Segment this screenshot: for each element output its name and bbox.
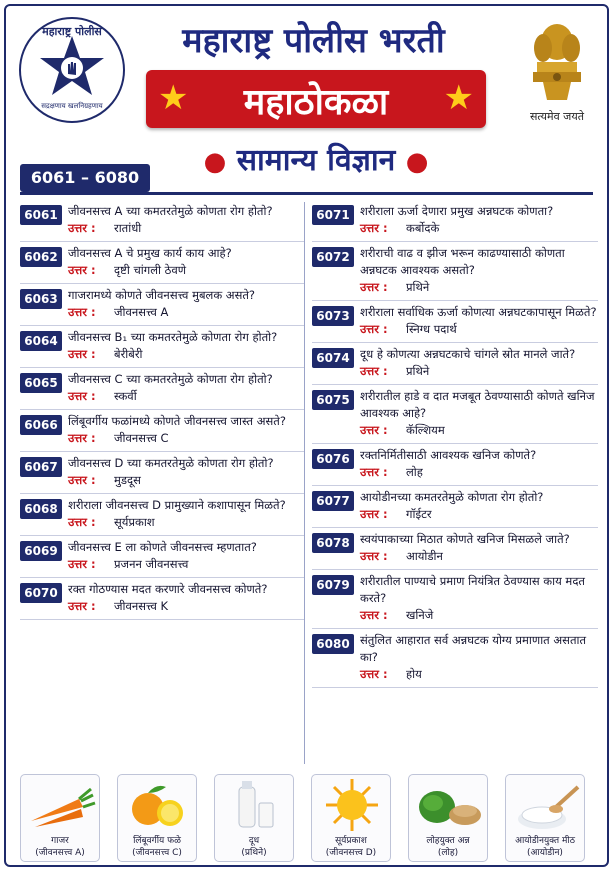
food-tile-caption xyxy=(21,835,99,859)
answer-text: मुडदूस xyxy=(114,473,141,487)
answer-line xyxy=(360,220,598,237)
food-tile-name: दूध xyxy=(248,836,260,846)
question-text: शरीराला ऊर्जा देणारा प्रमुख अन्नघटक कोणता? xyxy=(360,204,554,218)
question-number: 6067 xyxy=(20,457,62,477)
answer-text: कॅल्शियम xyxy=(406,423,445,437)
question-item xyxy=(312,343,598,385)
emblem-motto: सत्यमेव जयते xyxy=(529,110,584,123)
food-tile-caption xyxy=(409,835,487,859)
question-item xyxy=(20,284,304,326)
answer-label: उत्तर : xyxy=(360,280,388,294)
answer-text: बेरीबेरी xyxy=(114,347,143,361)
lion-capital-icon xyxy=(517,14,597,104)
header-divider xyxy=(20,192,593,195)
answer-text: जीवनसत्त्व C xyxy=(114,431,169,445)
answer-line xyxy=(68,220,304,237)
question-item xyxy=(20,242,304,284)
answer-line xyxy=(68,388,304,405)
question-number: 6065 xyxy=(20,373,62,393)
question-item xyxy=(20,326,304,368)
answer-line xyxy=(360,422,598,439)
answer-text: आयोडीन xyxy=(406,549,443,563)
answer-text: दृष्टी चांगली ठेवणे xyxy=(114,263,187,277)
answer-label: उत्तर : xyxy=(68,515,96,529)
question-text: रक्त गोठण्यास मदत करणारे जीवनसत्त्व कोणते? xyxy=(68,582,268,596)
question-text: शरीरातील पाण्याचे प्रमाण नियंत्रित ठेवण्यास काय मदत करते? xyxy=(360,574,585,605)
question-item xyxy=(20,536,304,578)
question-text: रक्तनिर्मितीसाठी आवश्यक खनिज कोणते? xyxy=(360,448,537,462)
answer-label: उत्तर : xyxy=(68,557,96,571)
poster xyxy=(4,4,609,867)
question-number: 6078 xyxy=(312,533,354,553)
answer-text: स्निग्ध पदार्थ xyxy=(406,322,457,336)
answer-text: प्रथिने xyxy=(406,280,430,294)
answer-text: जीवनसत्त्व K xyxy=(114,599,169,613)
question-item xyxy=(312,200,598,242)
answer-line xyxy=(68,262,304,279)
question-number: 6072 xyxy=(312,247,354,267)
answer-line xyxy=(360,363,598,380)
food-tile xyxy=(311,774,391,862)
answer-label: उत्तर : xyxy=(360,549,388,563)
answer-line xyxy=(68,346,304,363)
question-number: 6080 xyxy=(312,634,354,654)
question-text: शरीराची वाढ व झीज भरून काढण्यासाठी कोणता अन्नघटक आवश्यक असतो? xyxy=(360,246,565,277)
food-tile-name: आयोडीनयुक्त मीठ xyxy=(515,836,575,846)
bullet-icon: ● xyxy=(203,147,227,177)
answer-label: उत्तर : xyxy=(360,465,388,479)
bullet-icon: ● xyxy=(405,147,429,177)
food-tile xyxy=(214,774,294,862)
column-divider xyxy=(304,202,305,764)
answer-label: उत्तर : xyxy=(360,221,388,235)
question-item xyxy=(312,486,598,528)
food-tile-nutrient: (जीवनसत्त्व A) xyxy=(35,848,85,858)
answer-line xyxy=(68,556,304,573)
answer-label: उत्तर : xyxy=(68,431,96,445)
answer-text: जीवनसत्त्व A xyxy=(114,305,169,319)
food-tile xyxy=(408,774,488,862)
food-tiles xyxy=(20,774,598,864)
food-tile-name: लोहयुक्त अन्न xyxy=(426,836,470,846)
answer-label: उत्तर : xyxy=(68,473,96,487)
food-tile-nutrient: (जीवनसत्त्व C) xyxy=(132,848,182,858)
national-emblem xyxy=(517,14,597,124)
question-text: शरीरातील हाडे व दात मजबूत ठेवण्यासाठी कोणते खनिज आवश्यक आहे? xyxy=(360,389,595,420)
question-item xyxy=(312,301,598,343)
answer-line xyxy=(68,514,304,531)
question-item xyxy=(312,570,598,629)
question-number: 6073 xyxy=(312,306,354,326)
food-tile xyxy=(20,774,100,862)
question-number: 6070 xyxy=(20,583,62,603)
answer-line xyxy=(360,464,598,481)
title-banner xyxy=(146,70,486,128)
question-text: संतुलित आहारात सर्व अन्नघटक योग्य प्रमाणात असतात का? xyxy=(360,633,587,664)
food-tile-caption xyxy=(312,835,390,859)
question-number: 6064 xyxy=(20,331,62,351)
food-tile-name: सूर्यप्रकाश xyxy=(335,836,367,846)
food-tile-caption xyxy=(506,835,584,859)
question-text: स्वयंपाकाच्या मिठात कोणते खनिज मिसळले जाते? xyxy=(360,532,570,546)
question-number: 6071 xyxy=(312,205,354,225)
question-item xyxy=(312,528,598,570)
question-text: जीवनसत्त्व C च्या कमतरतेमुळे कोणता रोग होतो? xyxy=(68,372,273,386)
subtitle xyxy=(156,138,476,179)
food-tile-caption xyxy=(215,835,293,859)
answer-line xyxy=(68,304,304,321)
question-item xyxy=(20,410,304,452)
answer-label: उत्तर : xyxy=(68,221,96,235)
answer-line xyxy=(360,548,598,565)
question-text: जीवनसत्त्व A चे प्रमुख कार्य काय आहे? xyxy=(68,246,232,260)
answer-label: उत्तर : xyxy=(360,322,388,336)
question-number: 6076 xyxy=(312,449,354,469)
question-item xyxy=(312,444,598,486)
question-number: 6074 xyxy=(312,348,354,368)
answer-text: प्रजनन जीवनसत्त्व xyxy=(114,557,189,571)
answer-line xyxy=(360,321,598,338)
question-item xyxy=(20,452,304,494)
right-column xyxy=(312,200,598,688)
answer-label: उत्तर : xyxy=(68,263,96,277)
answer-text: गॉईटर xyxy=(406,507,432,521)
question-text: शरीराला सर्वाधिक ऊर्जा कोणत्या अन्नघटकापासून मिळते? xyxy=(360,305,597,319)
answer-line xyxy=(68,472,304,489)
question-item xyxy=(20,368,304,410)
question-text: जीवनसत्त्व E ला कोणते जीवनसत्त्व म्हणतात? xyxy=(68,540,257,554)
answer-label: उत्तर : xyxy=(360,364,388,378)
answer-text: लोह xyxy=(406,465,423,479)
question-item xyxy=(20,494,304,536)
answer-label: उत्तर : xyxy=(68,599,96,613)
star-icon: ★ xyxy=(443,78,474,118)
question-number: 6061 xyxy=(20,205,62,225)
answer-line xyxy=(68,598,304,615)
food-tile-nutrient: (लोह) xyxy=(437,848,459,858)
logo-top-text: महाराष्ट्र पोलीस xyxy=(42,25,102,38)
answer-label: उत्तर : xyxy=(68,389,96,403)
question-number: 6079 xyxy=(312,575,354,595)
question-number: 6075 xyxy=(312,390,354,410)
question-number: 6077 xyxy=(312,491,354,511)
question-text: जीवनसत्त्व A च्या कमतरतेमुळे कोणता रोग होतो? xyxy=(68,204,273,218)
question-number: 6062 xyxy=(20,247,62,267)
question-item xyxy=(312,242,598,301)
question-text: लिंबूवर्गीय फळांमध्ये कोणते जीवनसत्त्व जास्त असते? xyxy=(68,414,286,428)
question-text: दूध हे कोणत्या अन्नघटकाचे चांगले स्रोत मानले जाते? xyxy=(360,347,576,361)
question-text: गाजरामध्ये कोणते जीवनसत्त्व मुबलक असते? xyxy=(68,288,256,302)
question-item xyxy=(20,200,304,242)
question-number: 6066 xyxy=(20,415,62,435)
answer-line xyxy=(68,430,304,447)
star-icon: ★ xyxy=(158,78,189,118)
answer-text: रातांधी xyxy=(114,221,142,235)
question-range-badge: 6061 – 6080 xyxy=(20,164,150,192)
answer-text: खनिजे xyxy=(406,608,434,622)
question-item xyxy=(312,629,598,688)
food-tile xyxy=(505,774,585,862)
banner-text: महाठोकळा xyxy=(243,82,389,123)
answer-label: उत्तर : xyxy=(68,347,96,361)
page-title: महाराष्ट्र पोलीस भरती xyxy=(182,21,445,61)
answer-line xyxy=(360,279,598,296)
answer-text: सूर्यप्रकाश xyxy=(114,515,155,529)
question-number: 6069 xyxy=(20,541,62,561)
answer-label: उत्तर : xyxy=(68,305,96,319)
food-tile-nutrient: (प्रथिने) xyxy=(241,848,267,858)
logo-motto: सद्रक्षणाय खलनिग्रहणाय xyxy=(41,102,103,110)
subtitle-text: सामान्य विज्ञान xyxy=(236,143,396,178)
question-text: जीवनसत्त्व B₁ च्या कमतरतेमुळे कोणता रोग होतो? xyxy=(68,330,278,344)
answer-text: प्रथिने xyxy=(406,364,430,378)
food-tile-name: लिंबूवर्गीय फळे xyxy=(133,836,181,846)
question-number: 6068 xyxy=(20,499,62,519)
food-tile-caption xyxy=(118,835,196,859)
question-number: 6063 xyxy=(20,289,62,309)
left-column xyxy=(20,200,304,620)
food-tile-name: गाजर xyxy=(51,836,69,846)
food-tile-nutrient: (जीवनसत्त्व D) xyxy=(325,848,377,858)
answer-line xyxy=(360,506,598,523)
answer-text: स्कर्वी xyxy=(114,389,137,403)
question-text: शरीराला जीवनसत्त्व D प्रामुख्याने कशापासून मिळते? xyxy=(68,498,286,512)
answer-label: उत्तर : xyxy=(360,608,388,622)
answer-text: कर्बोदके xyxy=(406,221,440,235)
food-tile xyxy=(117,774,197,862)
answer-label: उत्तर : xyxy=(360,507,388,521)
answer-line xyxy=(360,607,598,624)
answer-line xyxy=(360,666,598,683)
question-text: जीवनसत्त्व D च्या कमतरतेमुळे कोणता रोग होतो? xyxy=(68,456,274,470)
question-item xyxy=(20,578,304,620)
question-text: आयोडीनच्या कमतरतेमुळे कोणता रोग होतो? xyxy=(360,490,544,504)
answer-label: उत्तर : xyxy=(360,423,388,437)
question-item xyxy=(312,385,598,444)
answer-text: होय xyxy=(406,667,422,681)
police-logo xyxy=(16,14,128,126)
answer-label: उत्तर : xyxy=(360,667,388,681)
food-tile-nutrient: (आयोडीन) xyxy=(527,848,563,858)
